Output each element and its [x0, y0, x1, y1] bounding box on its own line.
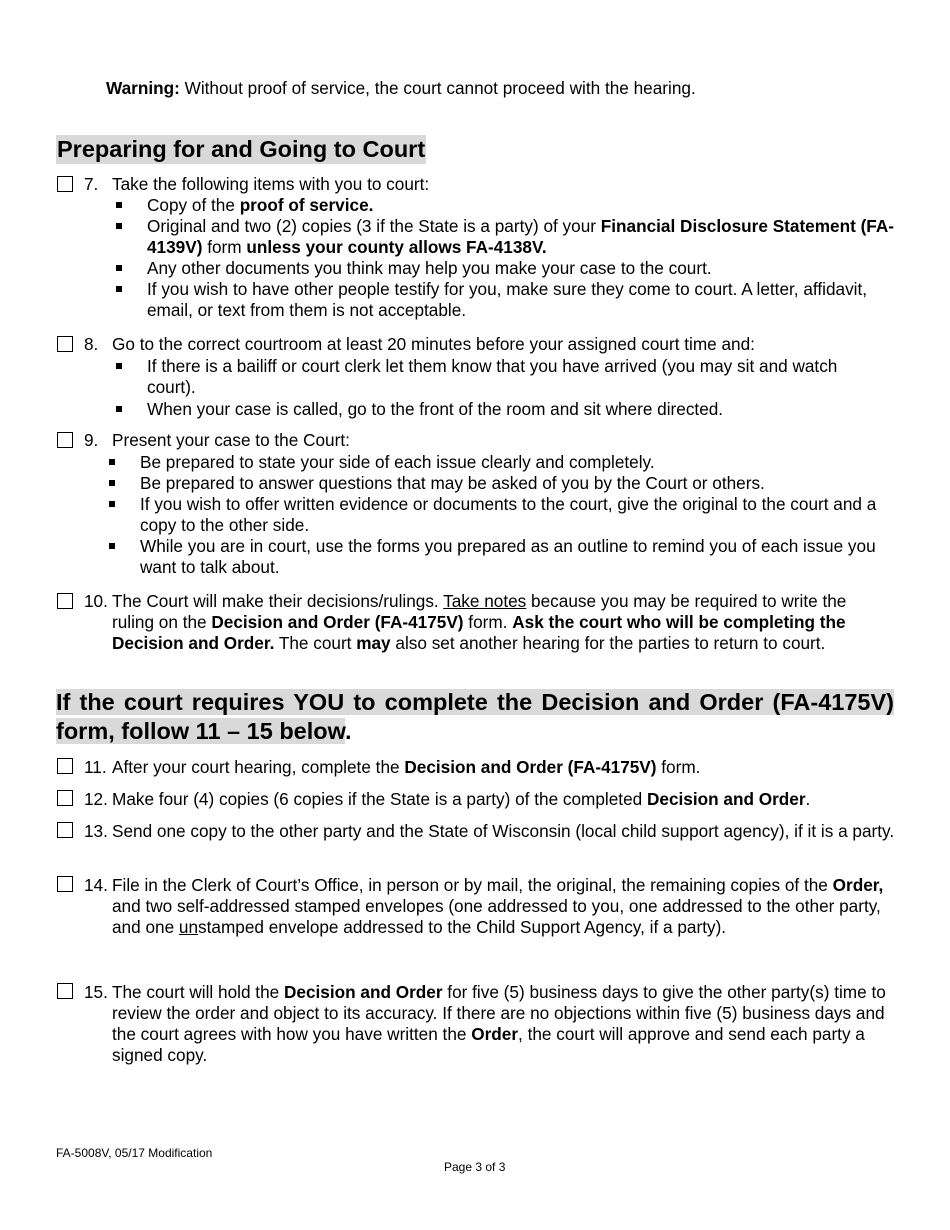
warning-note: Warning: Without proof of service, the court cannot proceed with the hearing.	[106, 78, 696, 98]
item-13-number: 13.	[84, 821, 108, 841]
item-12-checkbox[interactable]	[57, 790, 73, 806]
item-9-number: 9.	[84, 430, 99, 450]
list-item: If you wish to have other people testify for you, make sure they come to court. A letter, affidavit, email, or text from them is not acceptable.	[147, 279, 907, 321]
item-8-text: Go to the correct courtroom at least 20 minutes before your assigned court time and:	[112, 334, 755, 354]
section-heading-decision-order: If the court requires YOU to complete the Decision and Order (FA-4175V) form, follow 11 – 15 below.	[56, 689, 894, 744]
section-heading-preparing: Preparing for and Going to Court	[57, 136, 426, 162]
item-10-number: 10.	[84, 591, 108, 611]
item-10-text: The Court will make their decisions/rulings. Take notes because you may be required to write the ruling on the Decision and Order (FA-4175V) form. Ask the court who will be completing the Decision and Order. The court may also set another hearing for the parties to return to court.	[112, 591, 847, 653]
item-14-number: 14.	[84, 875, 108, 895]
page-number: Page 3 of 3	[444, 1160, 506, 1174]
item-7-bullets	[147, 195, 907, 321]
list-item: Be prepared to state your side of each issue clearly and completely.	[140, 452, 900, 473]
item-15-text: The court will hold the Decision and Order for five (5) business days to give the other party(s) time to review the order and object to its accuracy. If there are no objections within five (5) business days and the court agrees with how you have written the Order, the court will approve and send each party a signed copy.	[112, 982, 886, 1065]
item-9-bullets	[140, 452, 900, 578]
list-item: Any other documents you think may help you make your case to the court.	[147, 258, 907, 279]
list-item: If you wish to offer written evidence or documents to the court, give the original to the court and a copy to the other side.	[140, 494, 900, 536]
item-12-text: Make four (4) copies (6 copies if the State is a party) of the completed Decision and Order.	[112, 789, 811, 809]
list-item: Original and two (2) copies (3 if the State is a party) of your Financial Disclosure Statement (FA-4139V) form unless your county allows FA-4138V.	[147, 216, 907, 258]
item-8-bullets	[147, 356, 867, 420]
list-item: When your case is called, go to the front of the room and sit where directed.	[147, 399, 867, 420]
item-12-number: 12.	[84, 789, 108, 809]
item-15-checkbox[interactable]	[57, 983, 73, 999]
item-9-checkbox[interactable]	[57, 432, 73, 448]
list-item: If there is a bailiff or court clerk let them know that you have arrived (you may sit and watch court).	[147, 356, 867, 398]
item-11-text: After your court hearing, complete the Decision and Order (FA-4175V) form.	[112, 757, 701, 777]
item-11-number: 11.	[84, 757, 107, 777]
item-11-checkbox[interactable]	[57, 758, 73, 774]
item-7-text: Take the following items with you to court:	[112, 174, 430, 194]
item-7-checkbox[interactable]	[57, 176, 73, 192]
list-item: While you are in court, use the forms you prepared as an outline to remind you of each issue you want to talk about.	[140, 536, 900, 578]
item-8-number: 8.	[84, 334, 99, 354]
list-item: Copy of the proof of service.	[147, 195, 907, 216]
list-item: Be prepared to answer questions that may be asked of you by the Court or others.	[140, 473, 900, 494]
item-10-checkbox[interactable]	[57, 593, 73, 609]
item-7-number: 7.	[84, 174, 99, 194]
item-14-checkbox[interactable]	[57, 876, 73, 892]
item-9-text: Present your case to the Court:	[112, 430, 350, 450]
form-code: FA-5008V, 05/17 Modification	[56, 1146, 213, 1160]
item-15-number: 15.	[84, 982, 108, 1002]
item-13-text: Send one copy to the other party and the State of Wisconsin (local child support agency), if it is a party.	[112, 821, 895, 841]
item-14-text: File in the Clerk of Court’s Office, in person or by mail, the original, the remaining copies of the Order, and two self-addressed stamped envelopes (one addressed to you, one addressed to the other party, and one unstamped envelope addressed to the Child Support Agency, if a party).	[112, 875, 884, 937]
item-13-checkbox[interactable]	[57, 822, 73, 838]
item-8-checkbox[interactable]	[57, 336, 73, 352]
